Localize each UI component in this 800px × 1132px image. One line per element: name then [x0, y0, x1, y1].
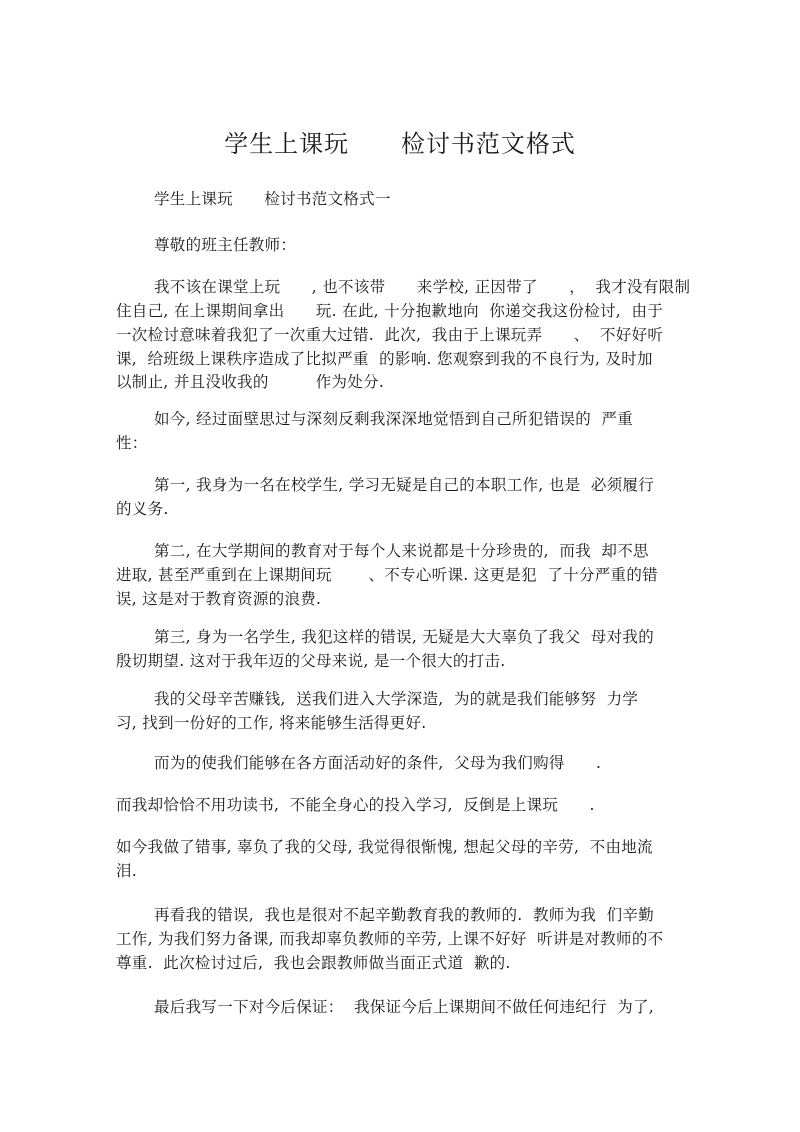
paragraph-line: 再看我的错误, 我也是很对不起辛勤教育我的教师的. 教师为我 们辛勤 [154, 906, 655, 924]
paragraph-line: 进取, 甚至严重到在上课期间玩 、不专心听课. 这更是犯 了十分严重的错 [116, 566, 658, 584]
paragraph-line: 如今我做了错事, 辜负了我的父母, 我觉得很惭愧, 想起父母的辛劳, 不由地流 [116, 838, 653, 856]
paragraph-line: 最后我写一下对今后保证： 我保证今后上课期间不做任何违纪行 为了, [154, 998, 655, 1016]
paragraph-line: 性： [116, 434, 148, 452]
paragraph-line: 尊重. 此次检讨过后, 我也会跟教师做当面正式道 歉的. [116, 954, 511, 972]
subtitle-line: 学生上课玩 检讨书范文格式一 [154, 190, 391, 208]
paragraph-line: 我不该在课堂上玩 , 也不该带 来学校, 正因带了 ， 我才没有限制 [154, 278, 691, 296]
paragraph-line: 泪. [116, 862, 138, 880]
paragraph-line: 如今, 经过面壁思过与深刻反剩我深深地觉悟到自己所犯错误的 严重 [154, 410, 634, 428]
paragraph-line: 而我却恰恰不用功读书, 不能全身心的投入学习, 反倒是上课玩 . [116, 796, 595, 814]
paragraph-line: 工作, 为我们努力备课, 而我却辜负教师的辛劳, 上课不好好 听讲是对教师的不 [116, 930, 664, 948]
paragraph-line: 一次检讨意味着我犯了一次重大过错. 此次, 我由于上课玩弄 、 不好好听 [116, 326, 664, 344]
paragraph-line: 课, 给班级上课秩序造成了比拟严重 的影响. 您观察到我的不良行为, 及时加 [116, 350, 653, 368]
paragraph-line: 第三, 身为一名学生, 我犯这样的错误, 无疑是大大辜负了我父 母对我的 [154, 628, 655, 646]
paragraph-line: 殷切期望. 这对于我年迈的父母来说, 是一个很大的打击. [116, 652, 506, 670]
paragraph-line: 第二, 在大学期间的教育对于每个人来说都是十分珍贵的, 而我 却不思 [154, 542, 649, 560]
document-title: 学生上课玩 检讨书范文格式 [224, 130, 576, 158]
paragraph-line: 的义务. [116, 500, 169, 518]
paragraph-line: 误, 这是对于教育资源的浪费. [116, 590, 322, 608]
paragraph-line: 以制止, 并且没收我的 作为处分. [116, 373, 385, 391]
paragraph-line: 我的父母辛苦赚钱, 送我们进入大学深造, 为的就是我们能够努 力学 [154, 690, 639, 708]
paragraph-line: 而为的使我们能够在各方面活动好的条件, 父母为我们购得 . [154, 754, 602, 772]
salutation-line: 尊敬的班主任教师： [154, 236, 297, 254]
paragraph-line: 住自己, 在上课期间拿出 玩. 在此, 十分抱歉地向 你递交我这份检讨, 由于 [116, 302, 664, 320]
paragraph-line: 习, 找到一份好的工作, 将来能够生活得更好. [116, 714, 427, 732]
paragraph-line: 第一, 我身为一名在校学生, 学习无疑是自己的本职工作, 也是 必须履行 [154, 476, 655, 494]
